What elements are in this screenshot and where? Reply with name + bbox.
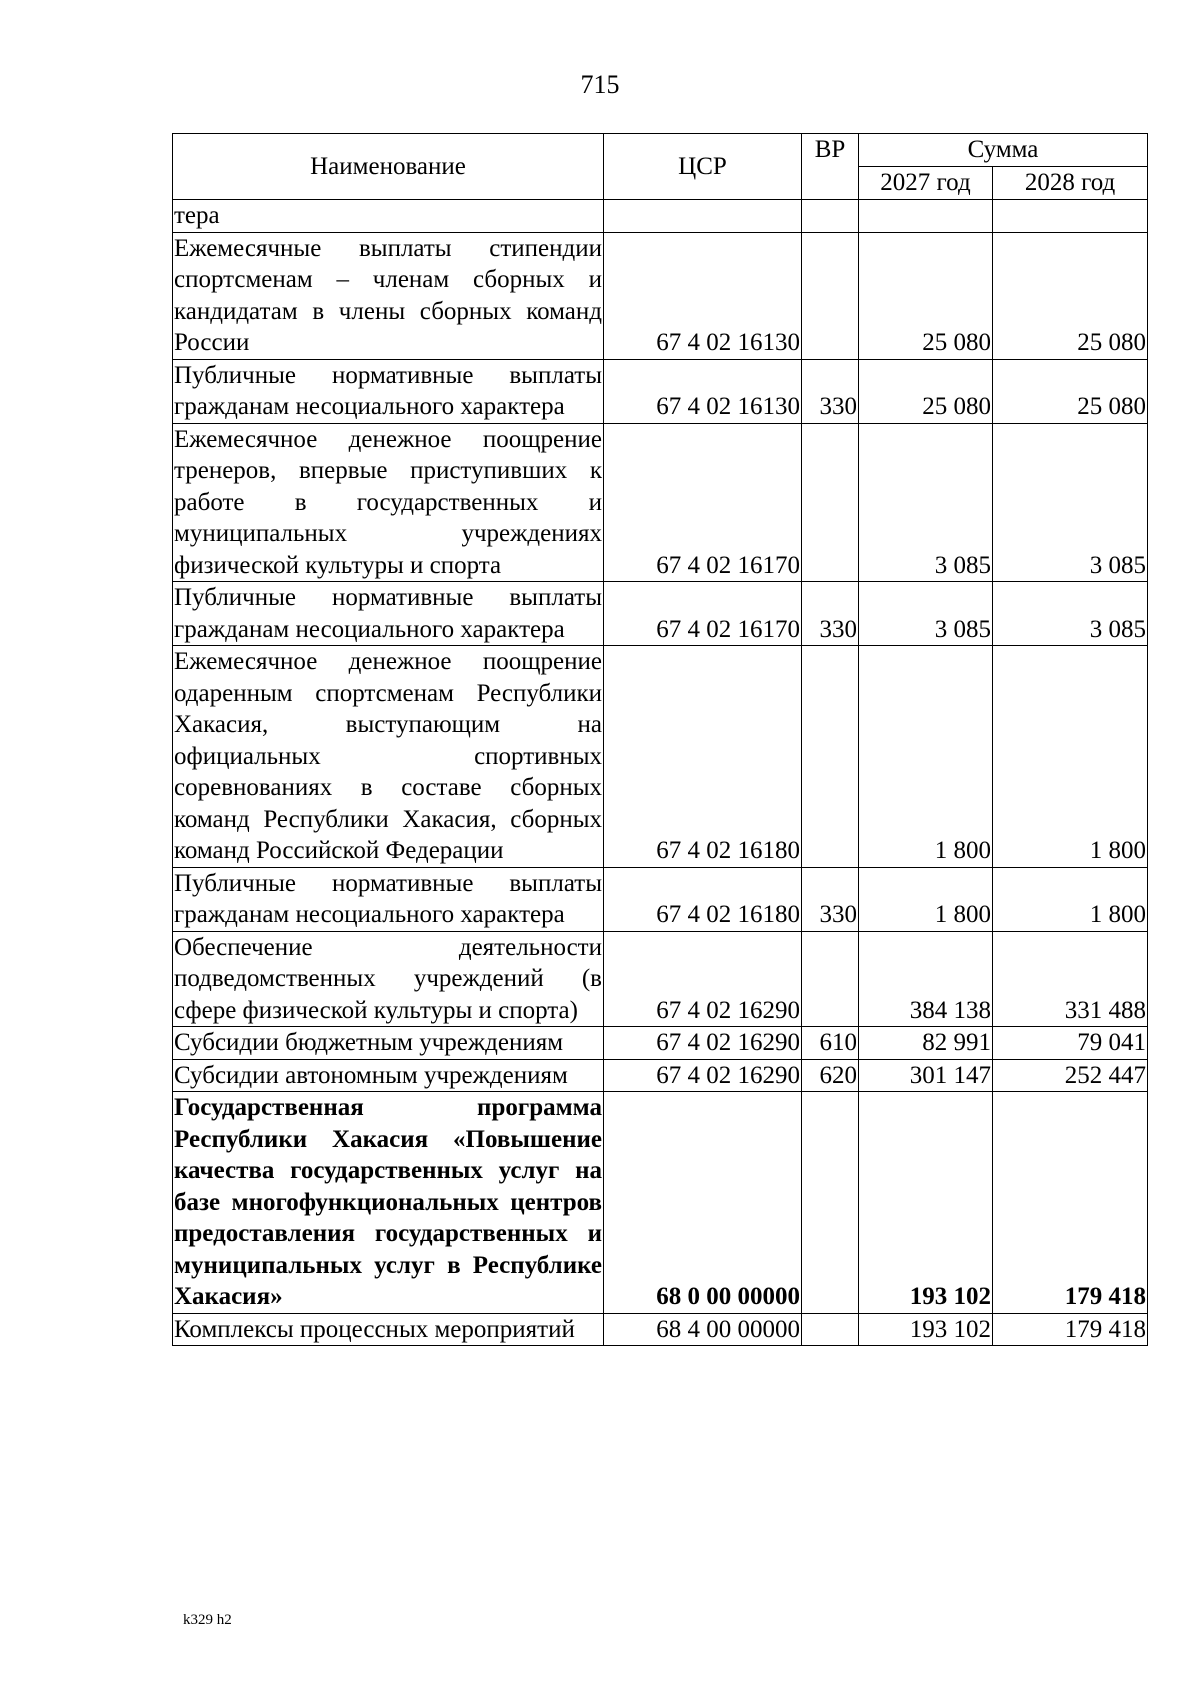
row-sum-2027: 384 138 (859, 931, 993, 1027)
row-sum-2027: 193 102 (859, 1092, 993, 1314)
row-csr: 67 4 02 16180 (604, 646, 802, 868)
row-sum-2028: 179 418 (993, 1092, 1148, 1314)
row-sum-2027: 3 085 (859, 423, 993, 582)
row-vr (802, 1313, 859, 1346)
row-sum-2027: 1 800 (859, 646, 993, 868)
row-vr: 620 (802, 1059, 859, 1092)
row-sum-2028: 3 085 (993, 423, 1148, 582)
header-csr: ЦСР (604, 134, 802, 200)
header-sum: Сумма (859, 134, 1148, 167)
table-row (173, 232, 1148, 359)
row-csr: 68 0 00 00000 (604, 1092, 802, 1314)
page-number: 715 (580, 70, 620, 99)
table-row (173, 423, 1148, 582)
row-vr (802, 423, 859, 582)
table-row (173, 1313, 1148, 1346)
row-csr: 68 4 00 00000 (604, 1313, 802, 1346)
row-csr: 67 4 02 16130 (604, 359, 802, 423)
budget-table (172, 133, 1148, 1346)
row-vr: 610 (802, 1027, 859, 1060)
row-name: Комплексы процессных мероприятий (173, 1313, 604, 1346)
row-name: Государственная программа Республики Хакасия «Повышение качества государственных услуг на базе многофункциональных центров предоставления государственных и муниципальных услуг в Республике Хакасия» (173, 1092, 604, 1314)
row-sum-2027: 3 085 (859, 582, 993, 646)
row-sum-2028: 252 447 (993, 1059, 1148, 1092)
table-row (173, 1027, 1148, 1060)
row-csr (604, 200, 802, 233)
row-name: Публичные нормативные выплаты гражданам несоциального характера (173, 867, 604, 931)
row-name: Публичные нормативные выплаты гражданам несоциального характера (173, 359, 604, 423)
row-sum-2028 (993, 200, 1148, 233)
row-sum-2028: 1 800 (993, 646, 1148, 868)
table-row-program (173, 1092, 1148, 1314)
row-sum-2027: 25 080 (859, 359, 993, 423)
row-name: Ежемесячные выплаты стипендии спортсменам – членам сборных и кандидатам в члены сборных команд России (173, 232, 604, 359)
table-row (173, 646, 1148, 868)
row-vr: 330 (802, 582, 859, 646)
row-sum-2027: 82 991 (859, 1027, 993, 1060)
row-csr: 67 4 02 16170 (604, 582, 802, 646)
row-sum-2027: 193 102 (859, 1313, 993, 1346)
row-sum-2028: 331 488 (993, 931, 1148, 1027)
row-csr: 67 4 02 16290 (604, 931, 802, 1027)
row-name: Субсидии бюджетным учреждениям (173, 1027, 604, 1060)
table-row (173, 867, 1148, 931)
table-row (173, 200, 1148, 233)
row-vr (802, 646, 859, 868)
row-name: Публичные нормативные выплаты гражданам несоциального характера (173, 582, 604, 646)
table-body (173, 200, 1148, 1346)
row-csr: 67 4 02 16170 (604, 423, 802, 582)
row-vr (802, 200, 859, 233)
header-vr: ВР (802, 134, 859, 200)
row-sum-2027: 25 080 (859, 232, 993, 359)
row-sum-2028: 1 800 (993, 867, 1148, 931)
row-vr (802, 931, 859, 1027)
header-year-2027: 2027 год (859, 167, 993, 200)
table-header-row (173, 134, 1148, 167)
row-vr: 330 (802, 867, 859, 931)
row-sum-2028: 25 080 (993, 232, 1148, 359)
row-vr: 330 (802, 359, 859, 423)
row-sum-2028: 79 041 (993, 1027, 1148, 1060)
row-csr: 67 4 02 16290 (604, 1059, 802, 1092)
row-sum-2027 (859, 200, 993, 233)
table-row (173, 582, 1148, 646)
row-csr: 67 4 02 16130 (604, 232, 802, 359)
row-csr: 67 4 02 16180 (604, 867, 802, 931)
row-name: тера (173, 200, 604, 233)
row-vr (802, 1092, 859, 1314)
row-sum-2027: 1 800 (859, 867, 993, 931)
table-row (173, 1059, 1148, 1092)
row-sum-2028: 179 418 (993, 1313, 1148, 1346)
header-name: Наименование (173, 134, 604, 200)
row-name: Субсидии автономным учреждениям (173, 1059, 604, 1092)
header-year-2028: 2028 год (993, 167, 1148, 200)
row-vr (802, 232, 859, 359)
row-name: Ежемесячное денежное поощрение тренеров, впервые приступивших к работе в государственных и муниципальных учреждениях физической культуры и спорта (173, 423, 604, 582)
row-name: Ежемесячное денежное поощрение одаренным спортсменам Республики Хакасия, выступающим на официальных спортивных соревнованиях в составе сборных команд Республики Хакасия, сборных команд Российской Федерации (173, 646, 604, 868)
row-name: Обеспечение деятельности подведомственных учреждений (в сфере физической культуры и спорта) (173, 931, 604, 1027)
row-sum-2027: 301 147 (859, 1059, 993, 1092)
table-row (173, 931, 1148, 1027)
row-sum-2028: 25 080 (993, 359, 1148, 423)
table-row (173, 359, 1148, 423)
footer-code: k329 h2 (183, 1612, 232, 1628)
row-sum-2028: 3 085 (993, 582, 1148, 646)
row-csr: 67 4 02 16290 (604, 1027, 802, 1060)
